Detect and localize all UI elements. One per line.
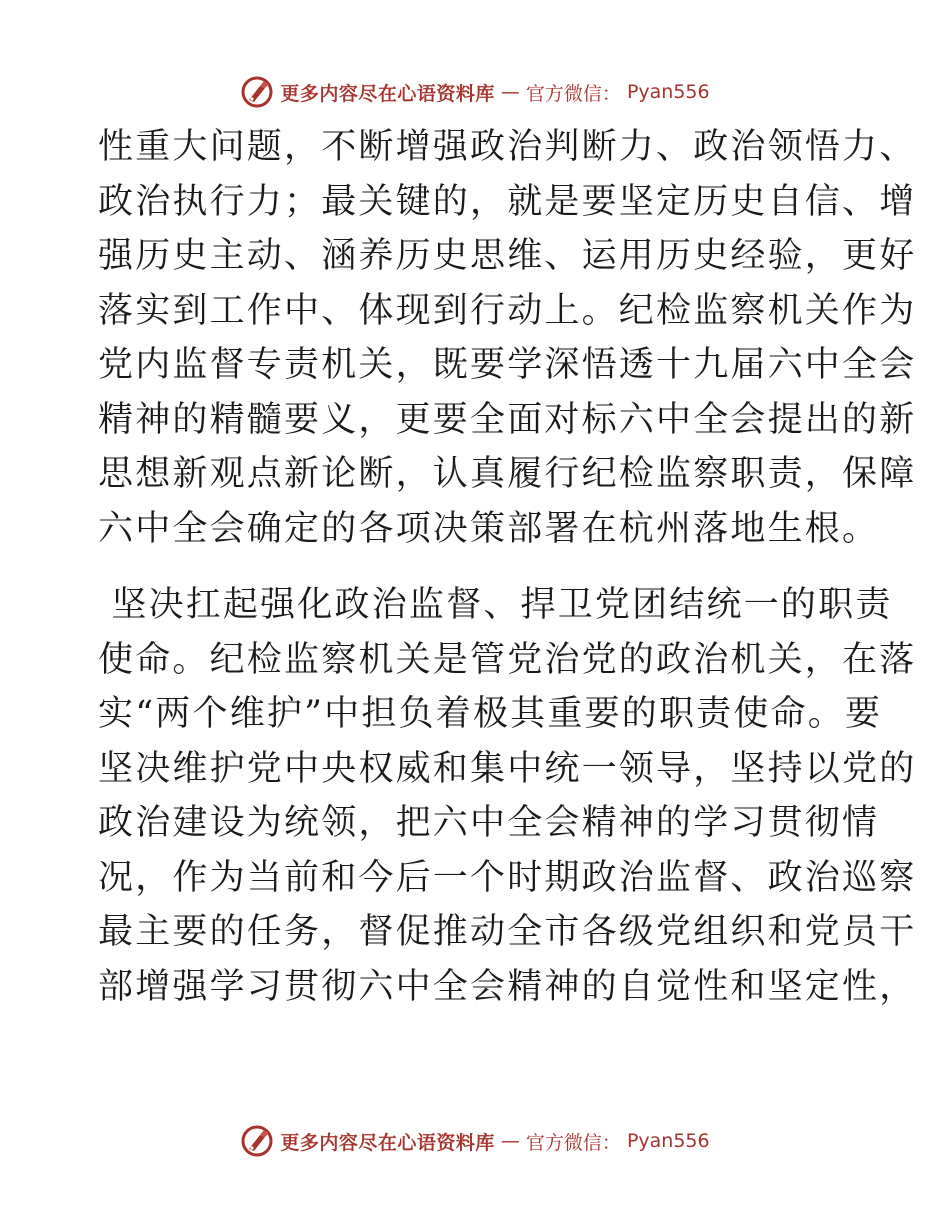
document-body [98,120,917,1014]
text-line: 性重大问题，不断增强政治判断力、政治领悟力、 [98,127,917,167]
text-line: 强历史主动、涵养历史思维、运用历史经验，更好 [98,236,917,276]
banner-label: 官方微信： [525,1131,621,1154]
text-line: 坚决扛起强化政治监督、捍卫党团结统一的职责 [98,585,893,625]
pen-nib-circle-icon [240,75,274,109]
text-line: 部增强学习贯彻六中全会精神的自觉性和坚定性， [98,966,917,1007]
text-line: 使命。纪检监察机关是管党治党的政治机关，在落 [98,639,917,680]
text-line: 六中全会确定的各项决策部署在杭州落地生根。 [98,508,880,549]
footer-banner [0,1121,950,1161]
text-line: 实“两个维护”中担负着极其重要的职责使命。要 [98,694,883,734]
paragraph [98,120,917,556]
text-line: 政治执行力；最关键的，就是要坚定历史自信、增 [98,181,917,222]
pen-nib-circle-icon [240,1124,274,1158]
text-line: 政治建设为统领，把六中全会精神的学习贯彻情 [98,803,880,843]
text-line: 思想新观点新论断，认真履行纪检监察职责，保障 [98,454,917,494]
banner-text: 更多内容尽在心语资料库 [280,82,495,105]
text-line: 党内监督专责机关，既要学深悟透十九届六中全会 [98,345,917,385]
banner-separator: — [500,1130,520,1152]
text-line: 落实到工作中、体现到行动上。纪检监察机关作为 [98,290,917,331]
text-line: 最主要的任务，督促推动全市各级党组织和党员干 [98,912,917,952]
text-line: 况，作为当前和今后一个时期政治监督、政治巡察 [98,857,917,898]
banner-text: 更多内容尽在心语资料库 [280,1131,495,1154]
banner-label: 官方微信： [525,82,621,105]
banner-wechat-id: Pyan556 [626,81,710,103]
header-banner [0,72,950,112]
text-line: 坚决维护党中央权威和集中统一领导，坚持以党的 [98,748,917,789]
banner-separator: — [500,81,520,103]
paragraph [98,578,917,1014]
text-line: 精神的精髓要义，更要全面对标六中全会提出的新 [98,399,917,440]
banner-wechat-id: Pyan556 [626,1130,710,1152]
